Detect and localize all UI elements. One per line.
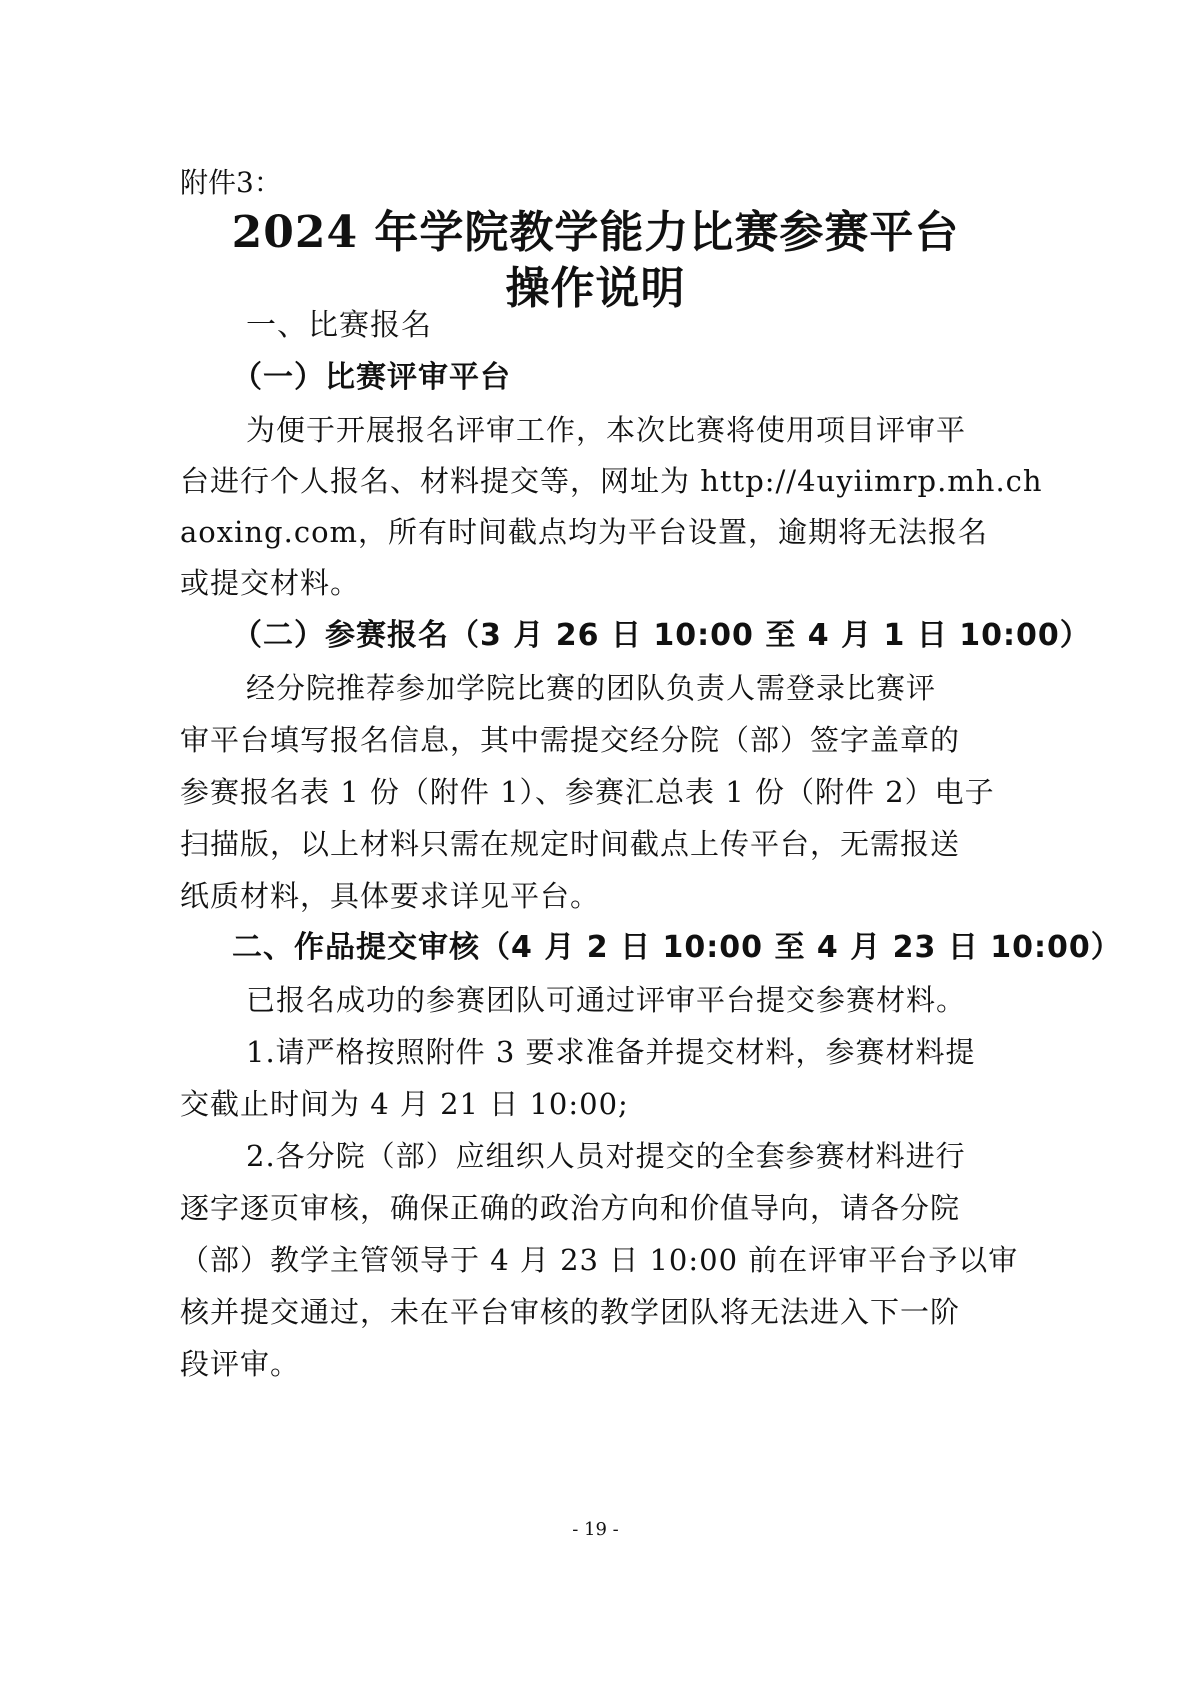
list-item-2-line: 逐字逐页审核，确保正确的政治方向和价值导向，请各分院 <box>180 1191 961 1225</box>
paragraph-line: 审平台填写报名信息，其中需提交经分院（部）签字盖章的 <box>180 723 961 757</box>
subsection-1-heading: （一）比赛评审平台 <box>232 360 511 395</box>
paragraph-line: aoxing.com，所有时间截点均为平台设置，逾期将无法报名 <box>180 515 989 549</box>
paragraph-line: 或提交材料。 <box>180 566 361 600</box>
paragraph-line: 台进行个人报名、材料提交等，网址为 http://4uyiimrp.mh.ch <box>180 464 1043 498</box>
paragraph-line: 为便于开展报名评审工作，本次比赛将使用项目评审平 <box>246 413 967 447</box>
paragraph-line: 扫描版，以上材料只需在规定时间截点上传平台，无需报送 <box>180 827 961 861</box>
paragraph-line: 参赛报名表 1 份（附件 1）、参赛汇总表 1 份（附件 2）电子 <box>180 775 995 809</box>
section-1-heading: 一、比赛报名 <box>246 308 432 343</box>
paragraph-line: 已报名成功的参赛团队可通过评审平台提交参赛材料。 <box>246 983 967 1017</box>
paragraph-line: 纸质材料，具体要求详见平台。 <box>180 879 601 913</box>
list-item-1-line: 交截止时间为 4 月 21 日 10:00; <box>180 1087 629 1121</box>
list-item-2-line: 核并提交通过，未在平台审核的教学团队将无法进入下一阶 <box>180 1295 961 1329</box>
paragraph-line: 经分院推荐参加学院比赛的团队负责人需登录比赛评 <box>246 671 937 705</box>
list-item-2-line: 段评审。 <box>180 1347 301 1381</box>
section-2-heading: 二、作品提交审核（4 月 2 日 10:00 至 4 月 23 日 10:00） <box>232 930 1122 965</box>
subsection-2-heading: （二）参赛报名（3 月 26 日 10:00 至 4 月 1 日 10:00） <box>232 618 1091 653</box>
attachment-label: 附件3： <box>180 166 282 199</box>
document-title-line-2: 操作说明 <box>505 263 686 314</box>
list-item-1-line: 1.请严格按照附件 3 要求准备并提交材料，参赛材料提 <box>246 1035 976 1069</box>
page-number: - 19 - <box>572 1519 619 1540</box>
list-item-2-line: 2.各分院（部）应组织人员对提交的全套参赛材料进行 <box>246 1139 966 1173</box>
list-item-2-line: （部）教学主管领导于 4 月 23 日 10:00 前在评审平台予以审 <box>180 1243 1019 1277</box>
document-title-line-1: 2024 年学院教学能力比赛参赛平台 <box>231 207 960 258</box>
